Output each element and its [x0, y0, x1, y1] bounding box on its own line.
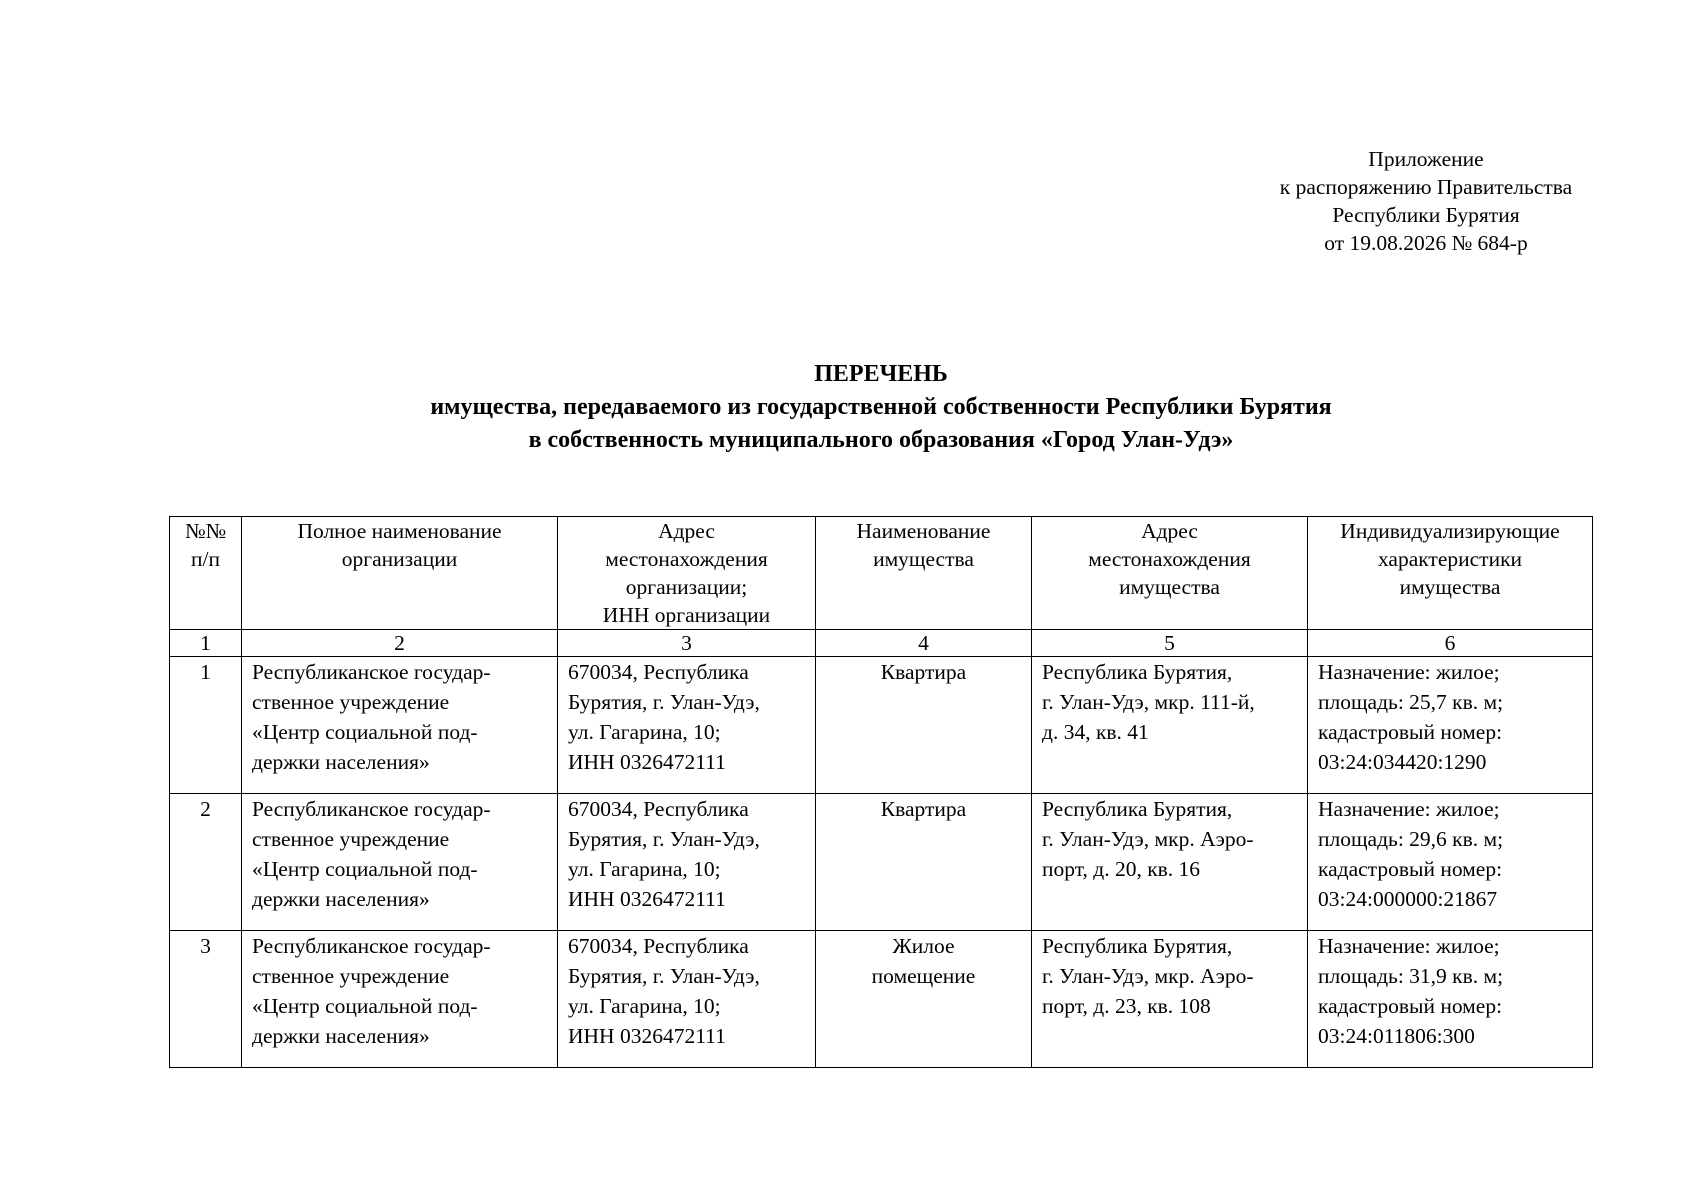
property-characteristics-line: площадь: 31,9 кв. м;	[1318, 964, 1504, 988]
property-characteristics-line: Назначение: жилое;	[1318, 660, 1500, 684]
property-name-line: помещение	[871, 964, 976, 988]
property-characteristics-line: площадь: 25,7 кв. м;	[1318, 690, 1504, 714]
property-address-line: Республика Бурятия,	[1042, 660, 1233, 684]
header-cell	[558, 517, 816, 630]
header-line: организации;	[625, 575, 748, 599]
header-cell	[242, 517, 558, 630]
organization-name-line: Республиканское государ-	[252, 797, 491, 821]
header-line: Адрес	[1141, 519, 1198, 543]
property-characteristics-cell	[1308, 657, 1593, 794]
row-number-cell: 1	[170, 657, 242, 794]
row-number-cell: 3	[170, 931, 242, 1068]
row-number-cell: 2	[170, 794, 242, 931]
property-name-cell	[816, 657, 1032, 794]
organization-name-line: Республиканское государ-	[252, 660, 491, 684]
table-header-row	[170, 517, 1593, 630]
property-address-cell	[1032, 794, 1308, 931]
appendix-header	[1248, 145, 1604, 257]
organization-name-line: ственное учреждение	[252, 964, 450, 988]
header-line: имущества	[873, 547, 974, 571]
header-cell	[1308, 517, 1593, 630]
property-address-cell	[1032, 931, 1308, 1068]
column-number: 4	[816, 630, 1032, 657]
organization-address-cell	[558, 794, 816, 931]
table-row	[170, 931, 1593, 1068]
organization-address-line: ИНН 0326472111	[568, 887, 726, 911]
property-address-line: порт, д. 23, кв. 108	[1042, 994, 1211, 1018]
property-address-line: г. Улан-Удэ, мкр. Аэро-	[1042, 964, 1254, 988]
header-line: Индивидуализирующие	[1340, 519, 1560, 543]
column-number: 2	[242, 630, 558, 657]
organization-name-line: держки населения»	[252, 887, 430, 911]
header-line: характеристики	[1377, 547, 1523, 571]
property-name-cell	[816, 794, 1032, 931]
organization-name-line: «Центр социальной под-	[252, 857, 478, 881]
organization-name-line: «Центр социальной под-	[252, 994, 478, 1018]
property-address-line: порт, д. 20, кв. 16	[1042, 857, 1201, 881]
property-address-line: д. 34, кв. 41	[1042, 720, 1149, 744]
organization-name-line: Республиканское государ-	[252, 934, 491, 958]
header-line: организации	[341, 547, 458, 571]
organization-name-cell	[242, 931, 558, 1068]
header-line: ИНН организации	[602, 603, 771, 627]
organization-address-line: 670034, Республика	[568, 934, 749, 958]
property-characteristics-cell	[1308, 794, 1593, 931]
property-name-line: Жилое	[892, 934, 955, 958]
property-characteristics-line: Назначение: жилое;	[1318, 797, 1500, 821]
table-row	[170, 657, 1593, 794]
column-number: 6	[1308, 630, 1593, 657]
header-line: местонахождения	[605, 547, 768, 571]
property-characteristics-cell	[1308, 931, 1593, 1068]
header-line: Наименование	[856, 519, 991, 543]
property-name-cell	[816, 931, 1032, 1068]
column-number-row	[170, 630, 1593, 657]
organization-address-line: 670034, Республика	[568, 797, 749, 821]
appendix-date-line: от 19.08.2026 № 684-р	[1324, 231, 1528, 255]
column-number: 1	[170, 630, 242, 657]
organization-name-line: ственное учреждение	[252, 827, 450, 851]
property-characteristics-line: кадастровый номер:	[1318, 720, 1503, 744]
property-name-line: Квартира	[880, 660, 967, 684]
property-address-line: Республика Бурятия,	[1042, 797, 1233, 821]
organization-address-line: Бурятия, г. Улан-Удэ,	[568, 690, 760, 714]
column-number: 5	[1032, 630, 1308, 657]
organization-address-line: ИНН 0326472111	[568, 750, 726, 774]
organization-address-cell	[558, 657, 816, 794]
organization-name-cell	[242, 794, 558, 931]
organization-address-cell	[558, 931, 816, 1068]
header-line: Полное наименование	[297, 519, 502, 543]
organization-address-line: ул. Гагарина, 10;	[568, 720, 721, 744]
organization-name-line: держки населения»	[252, 1024, 430, 1048]
header-line: п/п	[191, 547, 220, 571]
property-characteristics-line: площадь: 29,6 кв. м;	[1318, 827, 1504, 851]
property-characteristics-line: кадастровый номер:	[1318, 994, 1503, 1018]
appendix-line: к распоряжению Правительства	[1279, 175, 1573, 199]
property-address-line: г. Улан-Удэ, мкр. 111-й,	[1042, 690, 1255, 714]
organization-address-line: Бурятия, г. Улан-Удэ,	[568, 964, 760, 988]
property-address-line: Республика Бурятия,	[1042, 934, 1233, 958]
property-address-cell	[1032, 657, 1308, 794]
appendix-line: Республики Бурятия	[1332, 203, 1520, 227]
header-line: Адрес	[658, 519, 715, 543]
title-line-1: имущества, передаваемого из государственной собственности Республики Бурятия	[430, 394, 1332, 420]
table-row	[170, 794, 1593, 931]
property-address-line: г. Улан-Удэ, мкр. Аэро-	[1042, 827, 1254, 851]
organization-address-line: 670034, Республика	[568, 660, 749, 684]
organization-address-line: Бурятия, г. Улан-Удэ,	[568, 827, 760, 851]
header-cell	[170, 517, 242, 630]
property-table	[169, 516, 1593, 1068]
header-cell	[1032, 517, 1308, 630]
header-line: местонахождения	[1088, 547, 1251, 571]
property-characteristics-line: 03:24:011806:300	[1318, 1024, 1475, 1048]
header-cell	[816, 517, 1032, 630]
column-number: 3	[558, 630, 816, 657]
organization-name-line: держки населения»	[252, 750, 430, 774]
organization-name-cell	[242, 657, 558, 794]
property-characteristics-line: 03:24:000000:21867	[1318, 887, 1498, 911]
property-characteristics-line: 03:24:034420:1290	[1318, 750, 1487, 774]
property-name-line: Квартира	[880, 797, 967, 821]
property-characteristics-line: кадастровый номер:	[1318, 857, 1503, 881]
table-body	[170, 657, 1593, 1068]
title-heading: ПЕРЕЧЕНЬ	[814, 361, 948, 387]
header-line: имущества	[1119, 575, 1220, 599]
appendix-line: Приложение	[1368, 147, 1484, 171]
organization-address-line: ул. Гагарина, 10;	[568, 994, 721, 1018]
title-line-2: в собственность муниципального образования «Город Улан-Удэ»	[528, 427, 1234, 453]
header-line: имущества	[1399, 575, 1501, 599]
organization-name-line: ственное учреждение	[252, 690, 450, 714]
organization-address-line: ИНН 0326472111	[568, 1024, 726, 1048]
organization-name-line: «Центр социальной под-	[252, 720, 478, 744]
property-characteristics-line: Назначение: жилое;	[1318, 934, 1500, 958]
document-title	[170, 358, 1592, 457]
header-line: №№	[184, 519, 227, 543]
organization-address-line: ул. Гагарина, 10;	[568, 857, 721, 881]
